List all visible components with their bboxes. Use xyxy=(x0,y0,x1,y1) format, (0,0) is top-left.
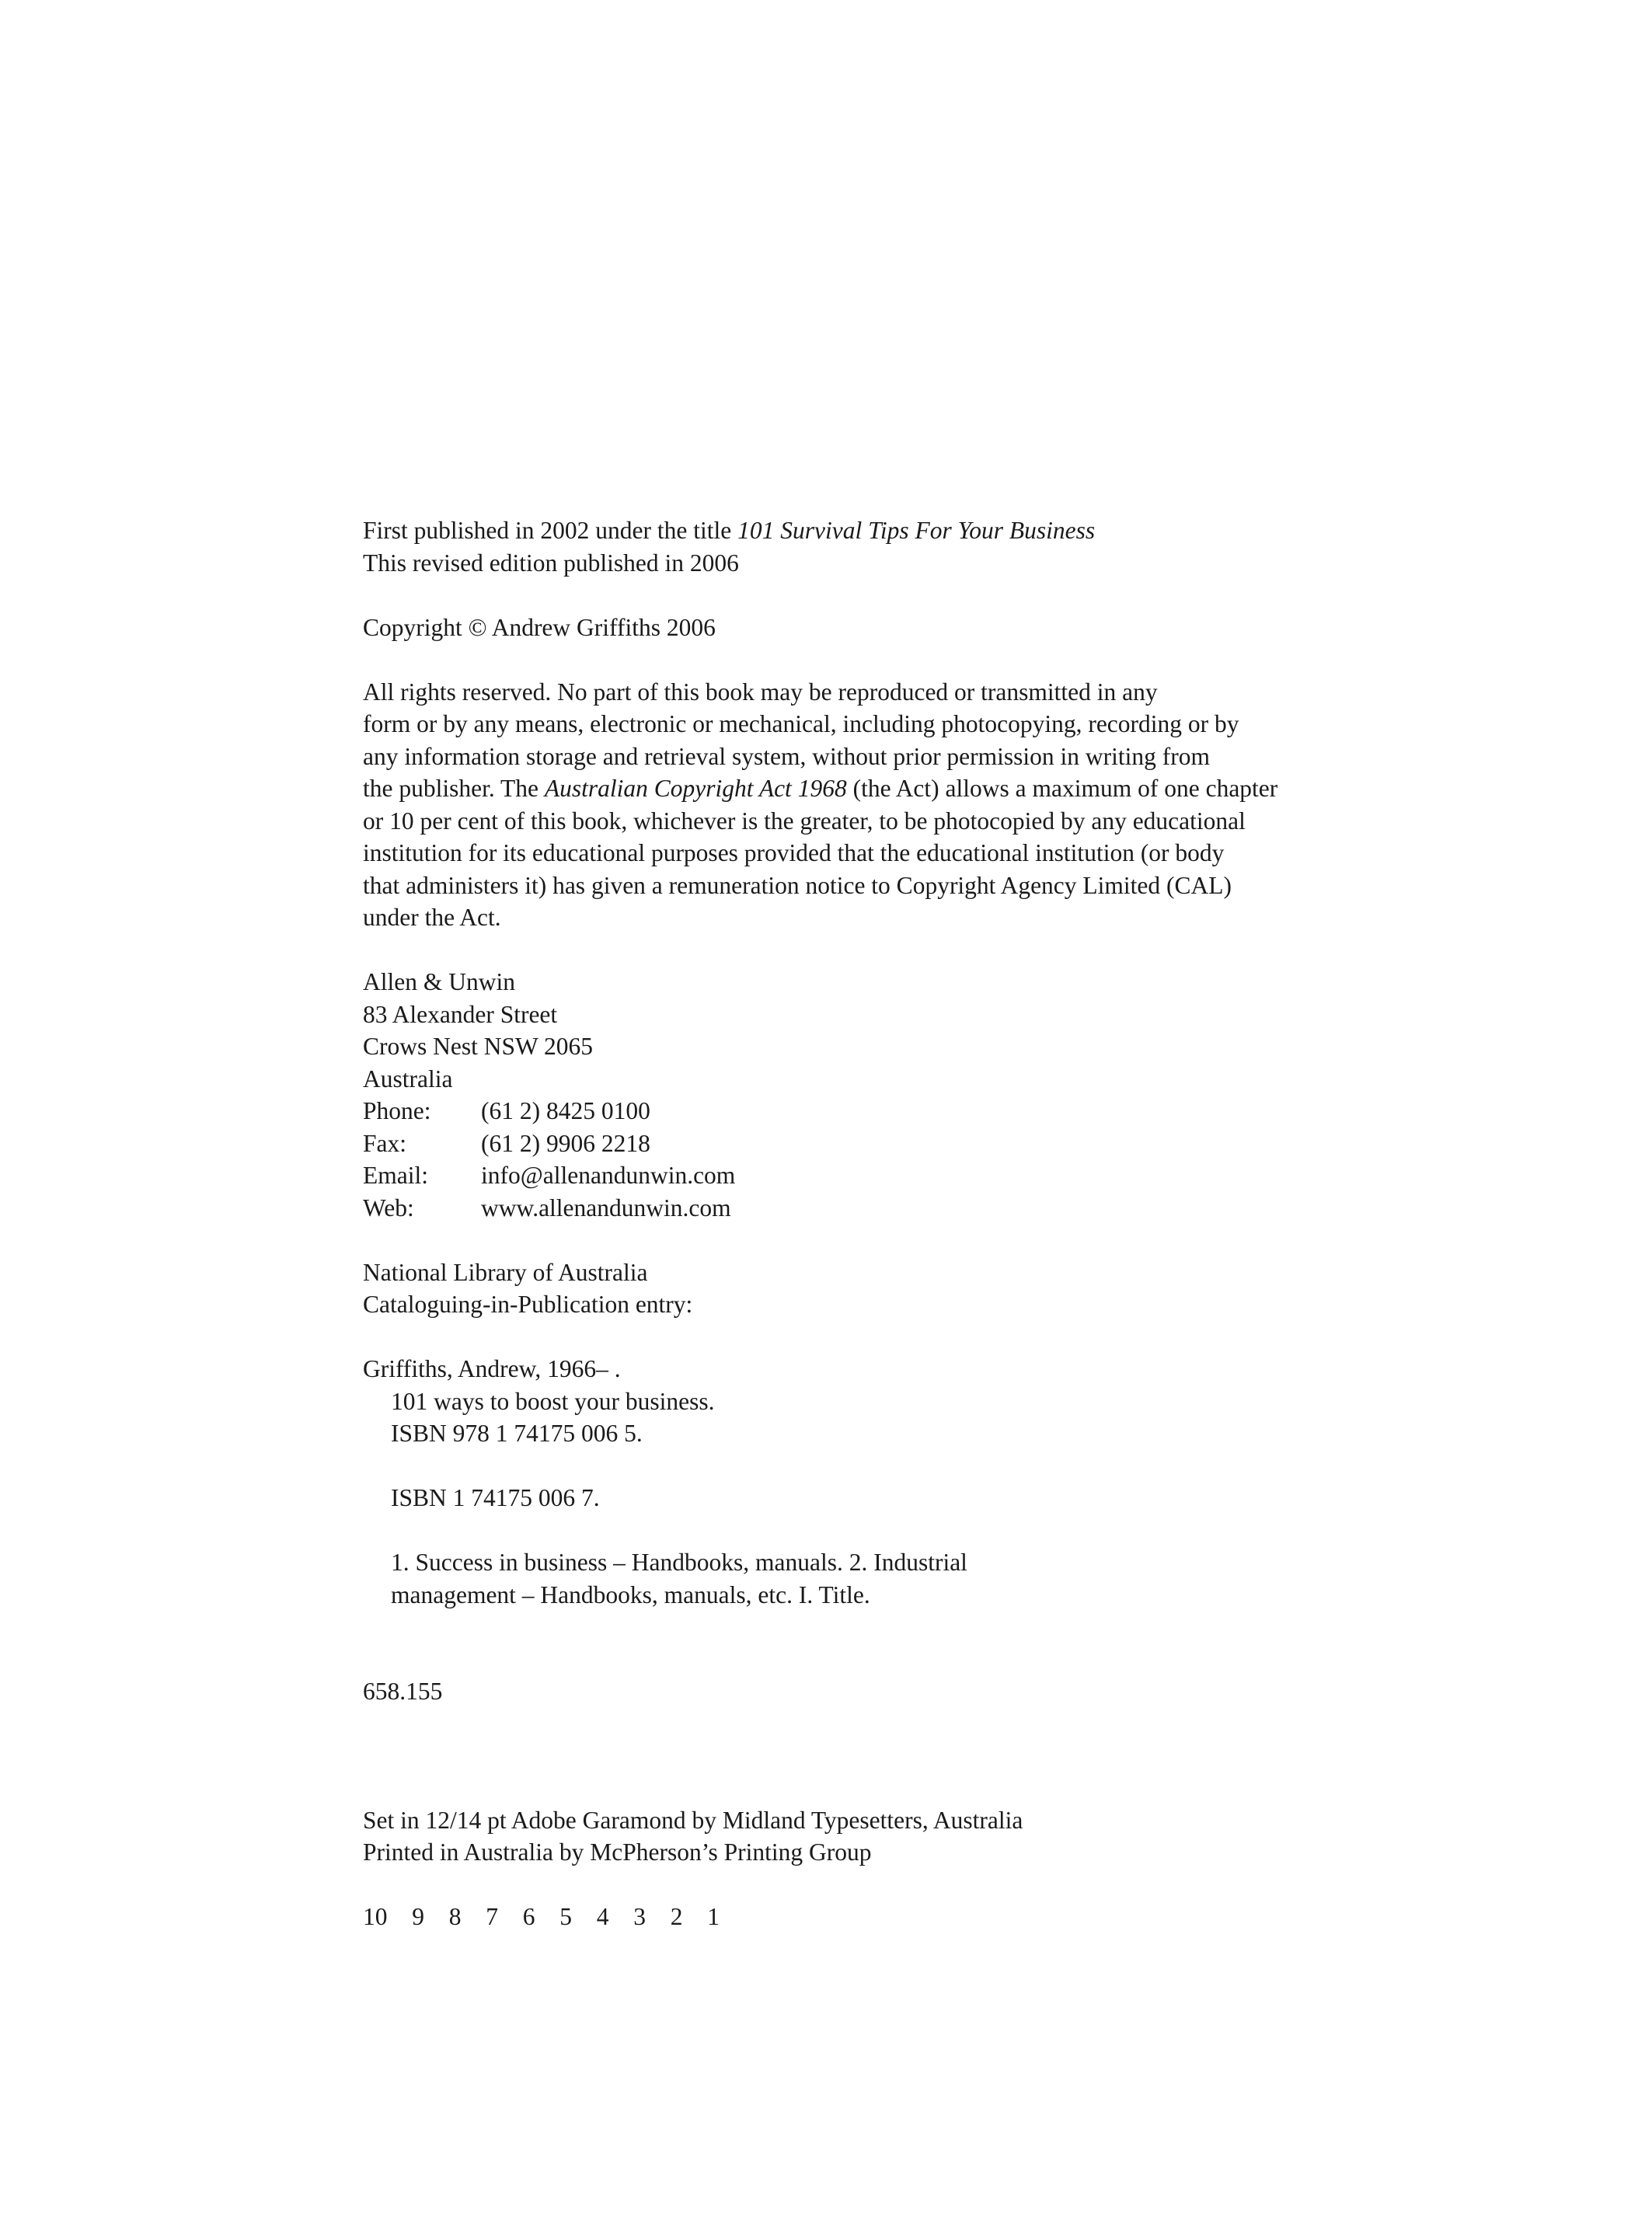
contact-label: Email: xyxy=(363,1162,428,1189)
contact-label: Fax: xyxy=(363,1129,407,1157)
cataloguing-entry xyxy=(363,1256,1342,1708)
library-name: National Library of Australia xyxy=(363,1258,648,1286)
contact-value: info@allenandunwin.com xyxy=(481,1162,736,1189)
contact-phone xyxy=(363,1095,1342,1127)
cip-label: Cataloguing-in-Publication entry: xyxy=(363,1291,693,1318)
cip-subjects: 1. Success in business – Handbooks, manuals. 2. Industrial xyxy=(391,1549,967,1576)
rights-line: that administers it) has given a remuneration notice to Copyright Agency Limited (CAL) xyxy=(363,871,1232,899)
printing-details xyxy=(363,1804,1342,1933)
publisher-country: Australia xyxy=(363,1065,453,1093)
print-number-line: 10 9 8 7 6 5 4 3 2 1 xyxy=(363,1903,720,1930)
publisher-address xyxy=(363,966,1342,1224)
rights-line: under the Act. xyxy=(363,904,501,931)
contact-label: Web: xyxy=(363,1194,414,1222)
contact-email xyxy=(363,1159,1342,1192)
contact-web xyxy=(363,1192,1342,1225)
cip-isbn10: ISBN 1 74175 006 7. xyxy=(391,1484,600,1511)
publisher-name: Allen & Unwin xyxy=(363,968,515,995)
rights-line: institution for its educational purposes provided that the educational institution (or body xyxy=(363,839,1225,866)
cip-author: Griffiths, Andrew, 1966– . xyxy=(363,1355,621,1382)
revised-edition-line: This revised edition published in 2006 xyxy=(363,549,739,577)
contact-value: www.allenandunwin.com xyxy=(481,1194,731,1222)
contact-value: (61 2) 9906 2218 xyxy=(481,1129,650,1157)
original-title: 101 Survival Tips For Your Business xyxy=(737,517,1096,544)
rights-paragraph xyxy=(363,676,1342,934)
cip-title: 101 ways to boost your business. xyxy=(391,1387,715,1415)
publisher-street: 83 Alexander Street xyxy=(363,1000,558,1028)
copyright-page xyxy=(363,514,1342,1933)
copyright-notice: Copyright © Andrew Griffiths 2006 xyxy=(363,613,716,641)
rights-line: any information storage and retrieval system, without prior permission in writing from xyxy=(363,742,1211,770)
printed-line: Printed in Australia by McPherson’s Printing Group xyxy=(363,1838,872,1866)
rights-line: All rights reserved. No part of this book may be reproduced or transmitted in any xyxy=(363,678,1158,706)
first-published-line: First published in 2002 under the title 101 Survival Tips For Your Business xyxy=(363,517,1096,544)
rights-line: the publisher. The Australian Copyright Act 1968 (the Act) allows a maximum of one chapter xyxy=(363,775,1278,802)
contact-label: Phone: xyxy=(363,1097,431,1124)
publisher-suburb: Crows Nest NSW 2065 xyxy=(363,1033,594,1060)
cip-classification: 658.155 xyxy=(363,1678,443,1705)
cip-isbn13: ISBN 978 1 74175 006 5. xyxy=(391,1420,643,1447)
rights-line: form or by any means, electronic or mechanical, including photocopying, recording or by xyxy=(363,710,1239,737)
contact-value: (61 2) 8425 0100 xyxy=(481,1097,650,1124)
copyright-act-title: Australian Copyright Act 1968 xyxy=(544,775,847,802)
rights-line: or 10 per cent of this book, whichever is the greater, to be photocopied by any educational xyxy=(363,807,1246,835)
contact-fax xyxy=(363,1127,1342,1160)
cip-subjects: management – Handbooks, manuals, etc. I. Title. xyxy=(391,1580,870,1608)
typeset-line: Set in 12/14 pt Adobe Garamond by Midland Typesetters, Australia xyxy=(363,1806,1023,1834)
